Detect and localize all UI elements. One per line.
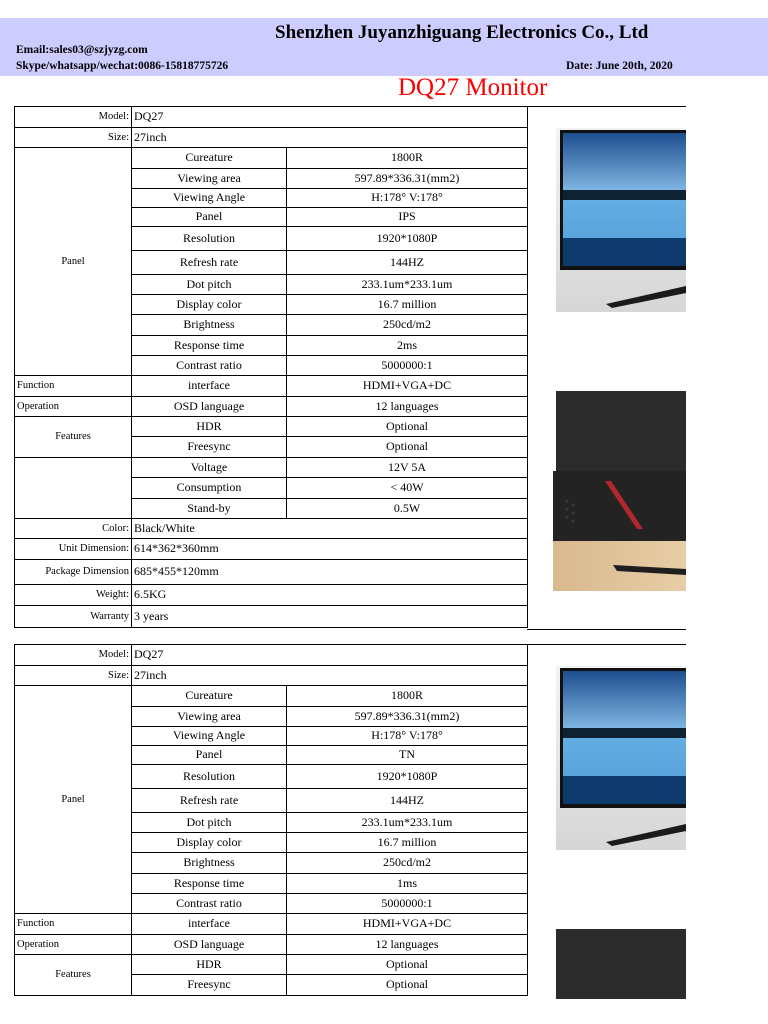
spec-value: 1800R — [287, 148, 528, 169]
spec-value: 1800R — [287, 686, 528, 707]
table-row — [15, 376, 528, 397]
spec-key: Viewing area — [132, 169, 287, 189]
spec-value: Optional — [287, 975, 528, 996]
spec-key: Cureature — [132, 148, 287, 169]
model-value: DQ27 — [132, 645, 528, 666]
spec-key: Resolution — [132, 227, 287, 251]
spec-value: TN — [287, 746, 528, 765]
photo-column-top-border — [527, 106, 686, 107]
panel-group-label: Panel — [15, 148, 132, 376]
spec-value: 16.7 million — [287, 295, 528, 315]
spec-key: Consumption — [132, 478, 287, 499]
table-row — [15, 539, 528, 560]
contact-email: Email:sales03@szjyzg.com — [16, 44, 148, 56]
document-date: Date: June 20th, 2020 — [566, 60, 673, 72]
spec-value: 1920*1080P — [287, 765, 528, 789]
spec-table-2 — [14, 644, 528, 996]
spec-value: 233.1um*233.1um — [287, 813, 528, 833]
spec-key: Voltage — [132, 458, 287, 478]
spec-key: Display color — [132, 295, 287, 315]
table-row — [15, 686, 528, 707]
model-label: Model: — [15, 645, 132, 666]
spec-key: Response time — [132, 336, 287, 356]
spec-key: Refresh rate — [132, 789, 287, 813]
spec-key: Brightness — [132, 853, 287, 874]
spec-value: 12V 5A — [287, 458, 528, 478]
spec-value: 2ms — [287, 336, 528, 356]
spec-value: H:178° V:178° — [287, 727, 528, 746]
spec-key: HDR — [132, 955, 287, 975]
spec-value: < 40W — [287, 478, 528, 499]
spec-key: Freesync — [132, 437, 287, 458]
monitor-front-photo-1 — [556, 128, 686, 312]
table-row — [15, 585, 528, 606]
table-row — [15, 458, 528, 478]
table-row — [15, 417, 528, 437]
operation-label: Operation — [15, 397, 132, 417]
spec-key: Viewing Angle — [132, 189, 287, 208]
spec-key: Panel — [132, 208, 287, 227]
spec-key: Contrast ratio — [132, 894, 287, 914]
spec-key: Stand-by — [132, 499, 287, 519]
contact-messaging: Skype/whatsapp/wechat:0086-15818775726 — [16, 60, 229, 72]
monitor-back-photo — [553, 389, 686, 591]
photo-column-bottom-border — [527, 629, 686, 630]
table-row — [15, 606, 528, 628]
spec-value: 1ms — [287, 874, 528, 894]
power-group-cell — [15, 458, 132, 519]
features-group-label: Features — [15, 417, 132, 458]
size-label: Size: — [15, 666, 132, 686]
spec-value: 144HZ — [287, 789, 528, 813]
size-value: 27inch — [132, 128, 528, 148]
spec-value: HDMI+VGA+DC — [287, 914, 528, 935]
photo-column-top-border — [527, 644, 686, 645]
table-row — [15, 148, 528, 169]
model-label: Model: — [15, 107, 132, 128]
company-name: Shenzhen Juyanzhiguang Electronics Co., Ltd — [275, 22, 649, 43]
spec-value: 250cd/m2 — [287, 315, 528, 336]
warranty-value: 3 years — [132, 606, 528, 628]
features-group-label: Features — [15, 955, 132, 996]
spec-value: 1920*1080P — [287, 227, 528, 251]
spec-key: Resolution — [132, 765, 287, 789]
spec-value: Optional — [287, 955, 528, 975]
unit-dimension-value: 614*362*360mm — [132, 539, 528, 560]
spec-key: Viewing area — [132, 707, 287, 727]
panel-group-label: Panel — [15, 686, 132, 914]
spec-key: Refresh rate — [132, 251, 287, 275]
weight-label: Weight: — [15, 585, 132, 606]
spec-value: Optional — [287, 417, 528, 437]
spec-value: 250cd/m2 — [287, 853, 528, 874]
table-row — [15, 560, 528, 585]
spec-value: 12 languages — [287, 397, 528, 417]
spec-key: Brightness — [132, 315, 287, 336]
spec-key: Panel — [132, 746, 287, 765]
function-label: Function — [15, 914, 132, 935]
document-title: DQ27 Monitor — [398, 74, 548, 101]
table-row — [15, 128, 528, 148]
company-header — [0, 18, 768, 76]
spec-value: H:178° V:178° — [287, 189, 528, 208]
monitor-back-photo-2 — [553, 927, 686, 999]
spec-value: Optional — [287, 437, 528, 458]
spec-value: IPS — [287, 208, 528, 227]
size-value: 27inch — [132, 666, 528, 686]
spec-value: HDMI+VGA+DC — [287, 376, 528, 397]
table-row — [15, 914, 528, 935]
spec-key: HDR — [132, 417, 287, 437]
size-label: Size: — [15, 128, 132, 148]
spec-value: 597.89*336.31(mm2) — [287, 707, 528, 727]
spec-key: OSD language — [132, 397, 287, 417]
spec-key: Freesync — [132, 975, 287, 996]
package-dimension-label: Package Dimension — [15, 560, 132, 585]
spec-key: Dot pitch — [132, 813, 287, 833]
table-row — [15, 935, 528, 955]
spec-value: 12 languages — [287, 935, 528, 955]
weight-value: 6.5KG — [132, 585, 528, 606]
spec-key: Cureature — [132, 686, 287, 707]
spec-key: Response time — [132, 874, 287, 894]
spec-value: 5000000:1 — [287, 356, 528, 376]
unit-dimension-label: Unit Dimension: — [15, 539, 132, 560]
spec-value: 597.89*336.31(mm2) — [287, 169, 528, 189]
spec-key: Contrast ratio — [132, 356, 287, 376]
spec-key: interface — [132, 376, 287, 397]
table-row — [15, 666, 528, 686]
spec-table-1 — [14, 106, 528, 628]
table-row — [15, 397, 528, 417]
table-row — [15, 645, 528, 666]
spec-value: 0.5W — [287, 499, 528, 519]
spec-key: OSD language — [132, 935, 287, 955]
package-dimension-value: 685*455*120mm — [132, 560, 528, 585]
spec-key: Viewing Angle — [132, 727, 287, 746]
table-row — [15, 955, 528, 975]
table-row — [15, 519, 528, 539]
model-value: DQ27 — [132, 107, 528, 128]
monitor-front-photo-2 — [556, 666, 686, 850]
spec-key: Display color — [132, 833, 287, 853]
spec-value: 144HZ — [287, 251, 528, 275]
spec-key: Dot pitch — [132, 275, 287, 295]
color-value: Black/White — [132, 519, 528, 539]
spec-value: 16.7 million — [287, 833, 528, 853]
function-label: Function — [15, 376, 132, 397]
table-row — [15, 107, 528, 128]
spec-value: 233.1um*233.1um — [287, 275, 528, 295]
operation-label: Operation — [15, 935, 132, 955]
color-label: Color: — [15, 519, 132, 539]
spec-key: interface — [132, 914, 287, 935]
warranty-label: Warranty — [15, 606, 132, 628]
spec-value: 5000000:1 — [287, 894, 528, 914]
